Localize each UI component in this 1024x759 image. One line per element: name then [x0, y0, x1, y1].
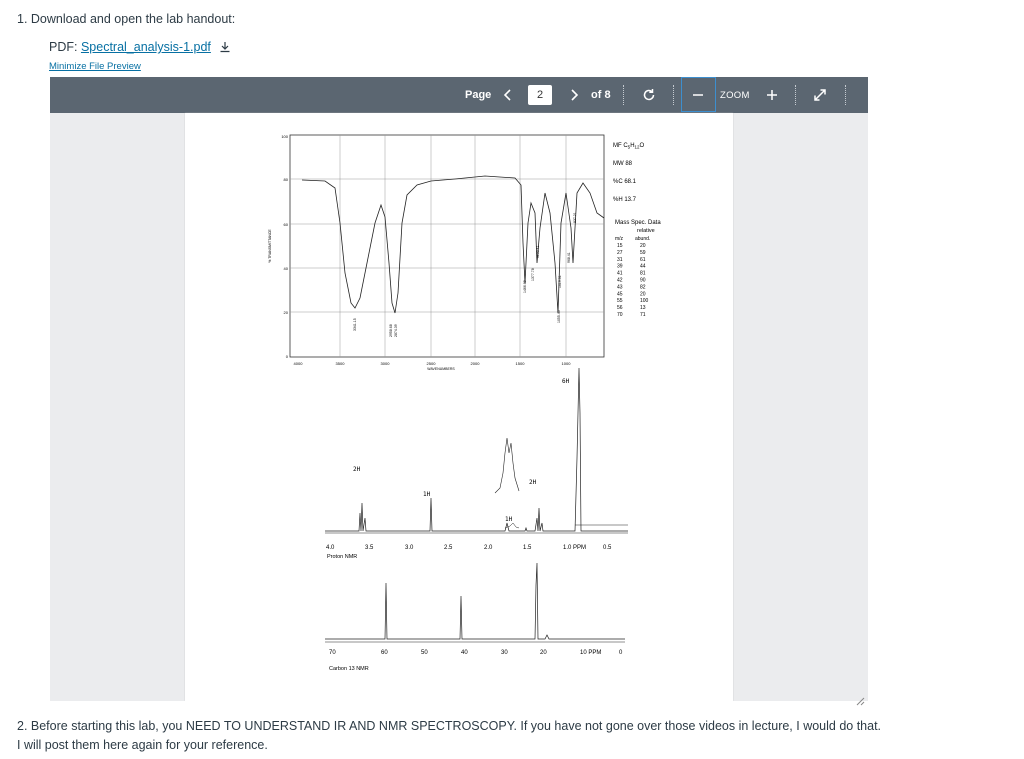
- ir-y-tick: 60: [283, 222, 288, 227]
- mass-mz-value: 43: [617, 284, 623, 291]
- mass-abund-value: 44: [640, 263, 646, 270]
- ir-peak-label: 3341.15: [353, 318, 357, 331]
- download-icon[interactable]: [219, 41, 231, 56]
- ir-x-tick: 2500: [426, 361, 436, 366]
- carbon-nmr-spectrum: [325, 563, 625, 672]
- step-2-line-2: I will post them here again for your reference.: [17, 738, 268, 752]
- ir-y-tick: 40: [283, 266, 288, 271]
- rotate-icon: [641, 87, 657, 103]
- ir-peak-label: 2958.68: [389, 324, 393, 337]
- hnmr-integration: 2H: [529, 479, 537, 486]
- next-page-button[interactable]: [568, 77, 580, 113]
- spectra-figure: [185, 113, 733, 701]
- mass-mz-value: 45: [617, 291, 623, 298]
- cnmr-x-tick: 40: [461, 650, 468, 656]
- zoom-out-button[interactable]: [692, 77, 704, 113]
- hnmr-title: Proton NMR: [327, 554, 358, 560]
- mass-abund-value: 59: [640, 249, 646, 256]
- ir-x-tick: 3000: [380, 361, 390, 366]
- mass-mz-value: 15: [617, 243, 623, 249]
- ir-peak-label: 1055.45: [557, 310, 561, 323]
- mass-abund-value: 20: [640, 243, 646, 249]
- mass-mz-value: 56: [617, 305, 623, 312]
- cnmr-title: Carbon 13 NMR: [329, 666, 369, 672]
- mass-mz-value: 70: [617, 312, 623, 318]
- mass-spec-relative: relative: [637, 228, 655, 234]
- cnmr-x-tick: 70: [329, 650, 336, 656]
- ir-x-axis-label: WAVENUMBERS: [427, 367, 455, 371]
- hnmr-x-tick: 2.0: [484, 545, 493, 551]
- ir-y-tick: 100: [281, 134, 288, 139]
- mass-abund-value: 13: [640, 305, 646, 312]
- cnmr-x-tick: 20: [540, 650, 547, 656]
- mass-abund-value: 100: [640, 298, 649, 305]
- ir-x-tick: 1500: [515, 361, 525, 366]
- rotate-button[interactable]: [641, 77, 657, 113]
- fullscreen-button[interactable]: [812, 77, 828, 113]
- hnmr-integration: 6H: [562, 378, 570, 385]
- mass-abund-value: 61: [640, 256, 646, 263]
- zoom-label: ZOOM: [720, 89, 750, 101]
- hnmr-integration: 1H: [505, 516, 513, 523]
- toolbar-divider: [795, 85, 796, 105]
- mass-abund-value: 71: [640, 312, 646, 318]
- chevron-left-icon: [502, 88, 514, 102]
- pdf-file-link[interactable]: Spectral_analysis-1.pdf: [80, 40, 211, 54]
- percent-carbon: %C 68.1: [613, 179, 637, 185]
- formula-mf: MF C: [613, 143, 628, 149]
- step-2-text: [17, 717, 1007, 755]
- step-2-line-1: 2. Before starting this lab, you NEED TO UNDERSTAND IR AND NMR SPECTROSCOPY. If you have not gone over those videos in lecture, I would do that.: [17, 719, 882, 733]
- cnmr-x-tick: 30: [501, 650, 508, 656]
- ir-peak-label: 1466.69: [523, 280, 527, 293]
- pdf-prefix: PDF:: [49, 40, 81, 54]
- ir-x-tick: 2000: [470, 361, 480, 366]
- toolbar-divider: [673, 85, 674, 105]
- mass-col-mz: m/z: [615, 236, 624, 242]
- ir-x-tick: 3500: [335, 361, 345, 366]
- formula-o: O: [639, 143, 645, 149]
- formula-c-subscript: 5: [627, 144, 631, 150]
- minimize-file-preview-link[interactable]: Minimize File Preview: [49, 61, 141, 72]
- toolbar-divider: [845, 85, 846, 105]
- compound-data: [613, 143, 661, 318]
- mass-col-abund: abund.: [635, 236, 651, 242]
- zoom-in-button[interactable]: [766, 77, 778, 113]
- ir-peak-label: 837.21: [573, 212, 577, 223]
- hnmr-integration: 2H: [353, 466, 361, 473]
- hnmr-x-tick: 3.0: [405, 545, 414, 551]
- ir-peak-label: 1377.78: [531, 268, 535, 281]
- ir-peak-label: 968.41: [567, 252, 571, 263]
- pdf-viewer: [50, 77, 868, 701]
- prev-page-button[interactable]: [502, 77, 514, 113]
- toolbar-divider: [623, 85, 624, 105]
- page-number-input[interactable]: 2: [528, 85, 552, 105]
- mass-mz-value: 41: [617, 270, 623, 277]
- mass-abund-value: 20: [640, 291, 646, 298]
- mass-abund-value: 81: [640, 270, 646, 277]
- percent-hydrogen: %H 13.7: [613, 197, 637, 203]
- chevron-right-icon: [568, 88, 580, 102]
- ir-peak-label: 1019.31: [558, 275, 562, 288]
- ir-spectrum: [268, 134, 604, 371]
- pdf-line: [49, 40, 231, 56]
- mass-mz-value: 55: [617, 298, 623, 305]
- hnmr-x-tick: 1.5: [523, 545, 532, 551]
- mass-spec-title: Mass Spec. Data: [615, 220, 661, 226]
- mass-mz-value: 31: [617, 256, 623, 263]
- resize-handle-icon[interactable]: [855, 693, 865, 711]
- expand-icon: [812, 87, 828, 103]
- molecular-weight: MW 88: [613, 161, 633, 167]
- ir-peak-label: 1133.41: [536, 245, 540, 258]
- hnmr-x-tick: 1.0 PPM: [563, 545, 587, 551]
- ir-y-tick: 0: [285, 354, 288, 359]
- ir-x-tick: 1000: [561, 361, 571, 366]
- hnmr-x-tick: 3.5: [365, 545, 374, 551]
- mass-mz-value: 39: [617, 263, 623, 270]
- cnmr-x-tick: 0: [619, 650, 623, 656]
- plus-icon: [766, 89, 778, 101]
- ir-y-tick: 20: [283, 310, 288, 315]
- hnmr-x-tick: 4.0: [326, 545, 335, 551]
- cnmr-x-tick: 60: [381, 650, 388, 656]
- mass-mz-value: 42: [617, 277, 623, 284]
- pdf-page: [185, 113, 733, 701]
- mass-abund-value: 90: [640, 277, 646, 284]
- formula-h: H: [630, 143, 635, 149]
- ir-peak-label: 2874.39: [394, 324, 398, 337]
- svg-text:MF C5H12O: [613, 143, 645, 150]
- page-count: of 8: [591, 89, 611, 101]
- hnmr-integration: 1H: [423, 491, 431, 498]
- proton-nmr-spectrum: [325, 368, 628, 560]
- pdf-toolbar: [50, 77, 868, 113]
- mass-mz-value: 27: [617, 249, 623, 256]
- page-label: Page: [465, 89, 492, 101]
- hnmr-x-tick: 0.5: [603, 545, 612, 551]
- mass-abund-value: 82: [640, 284, 646, 291]
- step-1-heading: 1. Download and open the lab handout:: [17, 12, 236, 26]
- cnmr-x-tick: 10 PPM: [580, 650, 602, 656]
- ir-y-tick: 80: [283, 177, 288, 182]
- hnmr-x-tick: 2.5: [444, 545, 453, 551]
- ir-x-tick: 4000: [293, 361, 303, 366]
- cnmr-x-tick: 50: [421, 650, 428, 656]
- formula-h-subscript: 12: [634, 144, 640, 150]
- minus-icon: [692, 89, 704, 101]
- ir-y-axis-label: % TRANSMITTANCE: [268, 229, 272, 263]
